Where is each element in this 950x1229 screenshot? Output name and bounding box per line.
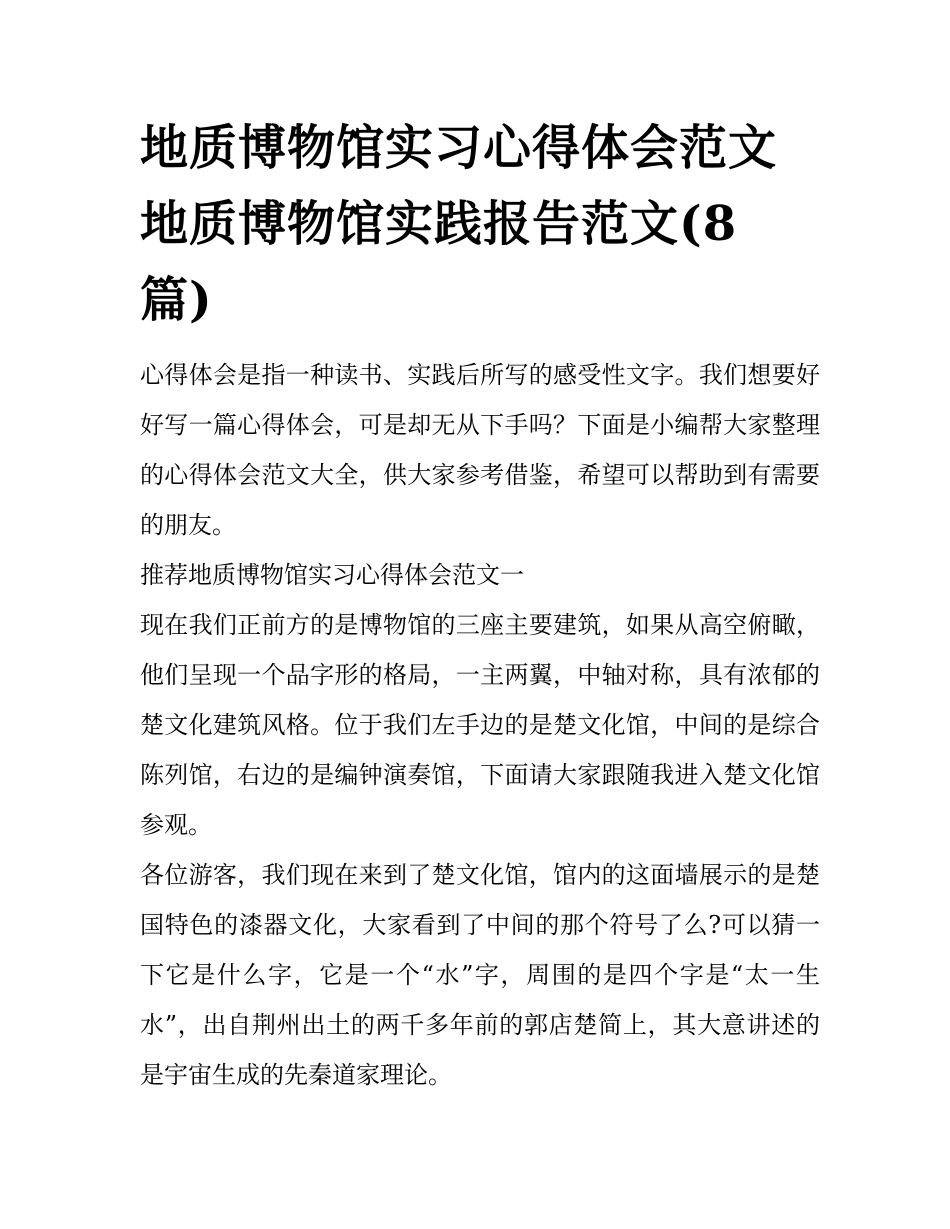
title-line-2: 地质博物馆实践报告范文(8 xyxy=(140,196,738,252)
intro-paragraph: 心得体会是指一种读书、实践后所写的感受性文字。我们想要好好写一篇心得体会，可是却无从下手吗？下面是小编帮大家整理的心得体会范文大全，供大家参考借鉴，希望可以帮助到有需要的朋友。 xyxy=(140,361,820,539)
section-heading: 推荐地质博物馆实习心得体会范文一 xyxy=(140,561,524,589)
document-title xyxy=(140,110,820,338)
title-line-3: 篇) xyxy=(140,272,213,328)
body-paragraph: 各位游客，我们现在来到了楚文化馆，馆内的这面墙展示的是楚国特色的漆器文化，大家看到了中间的那个符号了么?可以猜一下它是什么字，它是一个“水”字，周围的是四个字是“太一生水”，出自荆州出土的两千多年前的郭店楚简上，其大意讲述的是宇宙生成的先秦道家理论。 xyxy=(140,861,820,1089)
title-line-1: 地质博物馆实习心得体会范文 xyxy=(140,120,778,176)
document-page xyxy=(140,110,820,1100)
body-paragraph: 现在我们正前方的是博物馆的三座主要建筑，如果从高空俯瞰，他们呈现一个品字形的格局，一主两翼，中轴对称，具有浓郁的楚文化建筑风格。位于我们左手边的是楚文化馆，中间的是综合陈列馆，右边的是编钟演奏馆，下面请大家跟随我进入楚文化馆参观。 xyxy=(140,611,820,839)
